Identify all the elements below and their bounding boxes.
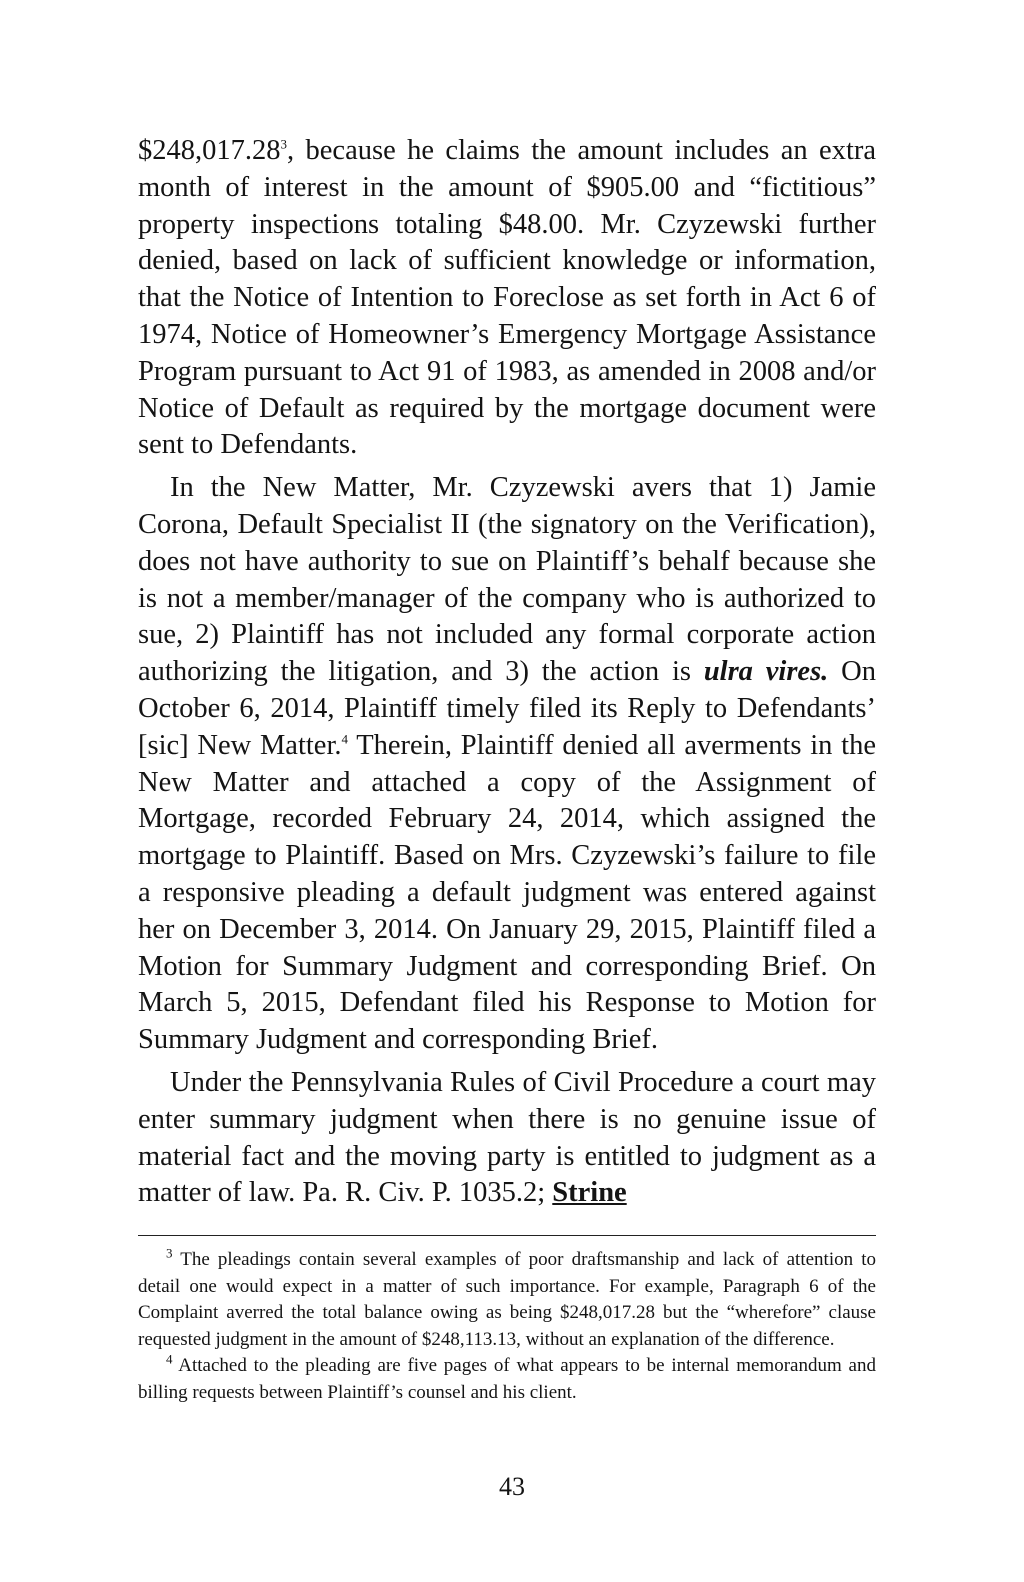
paragraph-2-text-a: In the New Matter, Mr. Czyzewski avers that 1) Jamie Corona, Default Specialist II (the signatory on the Verification), does not have authority to sue on Plaintiff’s behalf because she is not a member/manager of the company who is authorized to sue, 2) Plaintiff has not included any formal corporate action authorizing the litigation, and 3) the action is (138, 472, 876, 688)
footnote-reference-3[interactable]: 3 (280, 136, 287, 152)
paragraph-2 (138, 470, 876, 1059)
footnote-reference-4[interactable]: 4 (341, 731, 348, 747)
footnote-4-mark: 4 (166, 1351, 173, 1367)
footnote-4-text: Attached to the pleading are five pages of what appears to be internal memorandum and billing requests between Plaintiff’s counsel and his client. (138, 1355, 876, 1403)
paragraph-3 (138, 1065, 876, 1212)
footnote-divider (138, 1235, 876, 1236)
footnote-3 (138, 1247, 876, 1353)
footnote-3-text: The pleadings contain several examples of poor draftsmanship and lack of attention to detail one would expect in a matter of such importance. For example, Paragraph 6 of the Complaint averred the total balance owing as being $248,017.28 but the “wherefore” clause requested judgment in the amount of $248,113.13, without an explanation of the difference. (138, 1249, 876, 1350)
footnote-3-mark: 3 (166, 1245, 173, 1261)
paragraph-1-text-a: $248,017.28 (138, 135, 281, 166)
case-citation: Strine (552, 1177, 627, 1209)
paragraph-2-text-c: Therein, Plaintiff denied all averments in the New Matter and attached a copy of the Assignment of Mortgage, recorded February 24, 2014, which assigned the mortgage to Plaintiff. Based on Mrs. Czyzewski’s failure to file a responsive pleading a default judgment was entered against her on December 3, 2014. On January 29, 2015, Plaintiff filed a Motion for Summary Judgment and corresponding Brief. On March 5, 2015, Defendant filed his Response to Motion for Summary Judgment and corresponding Brief. (138, 729, 876, 1056)
paragraph-2-text-b: On October 6, 2014, Plaintiff timely filed its Reply to Defendants’ [sic] New Matter. (138, 656, 876, 761)
paragraph-3-text-a: Under the Pennsylvania Rules of Civil Procedure a court may enter summary judgment when there is no genuine issue of material fact and the moving party is entitled to judgment as a matter of law. Pa. R. Civ. P. 1035.2; (138, 1066, 876, 1209)
paragraph-1-text-b: , because he claims the amount includes an extra month of interest in the amount of $905.00 and “fictitious” property inspections totaling $48.00. Mr. Czyzewski further denied, based on lack of sufficient knowledge or information, that the Notice of Intention to Foreclose as set forth in Act 6 of 1974, Notice of Homeowner’s Emergency Mortgage Assistance Program pursuant to Act 91 of 1983, as amended in 2008 and/or Notice of Default as required by the mortgage document were sent to Defendants. (138, 135, 876, 461)
paragraph-1 (138, 133, 876, 464)
body-text (138, 133, 876, 1212)
footnotes (138, 1247, 876, 1406)
footnote-4 (138, 1353, 876, 1406)
page-number: 43 (499, 1472, 525, 1501)
paragraph-2-latin-term: ulra vires. (703, 656, 829, 688)
